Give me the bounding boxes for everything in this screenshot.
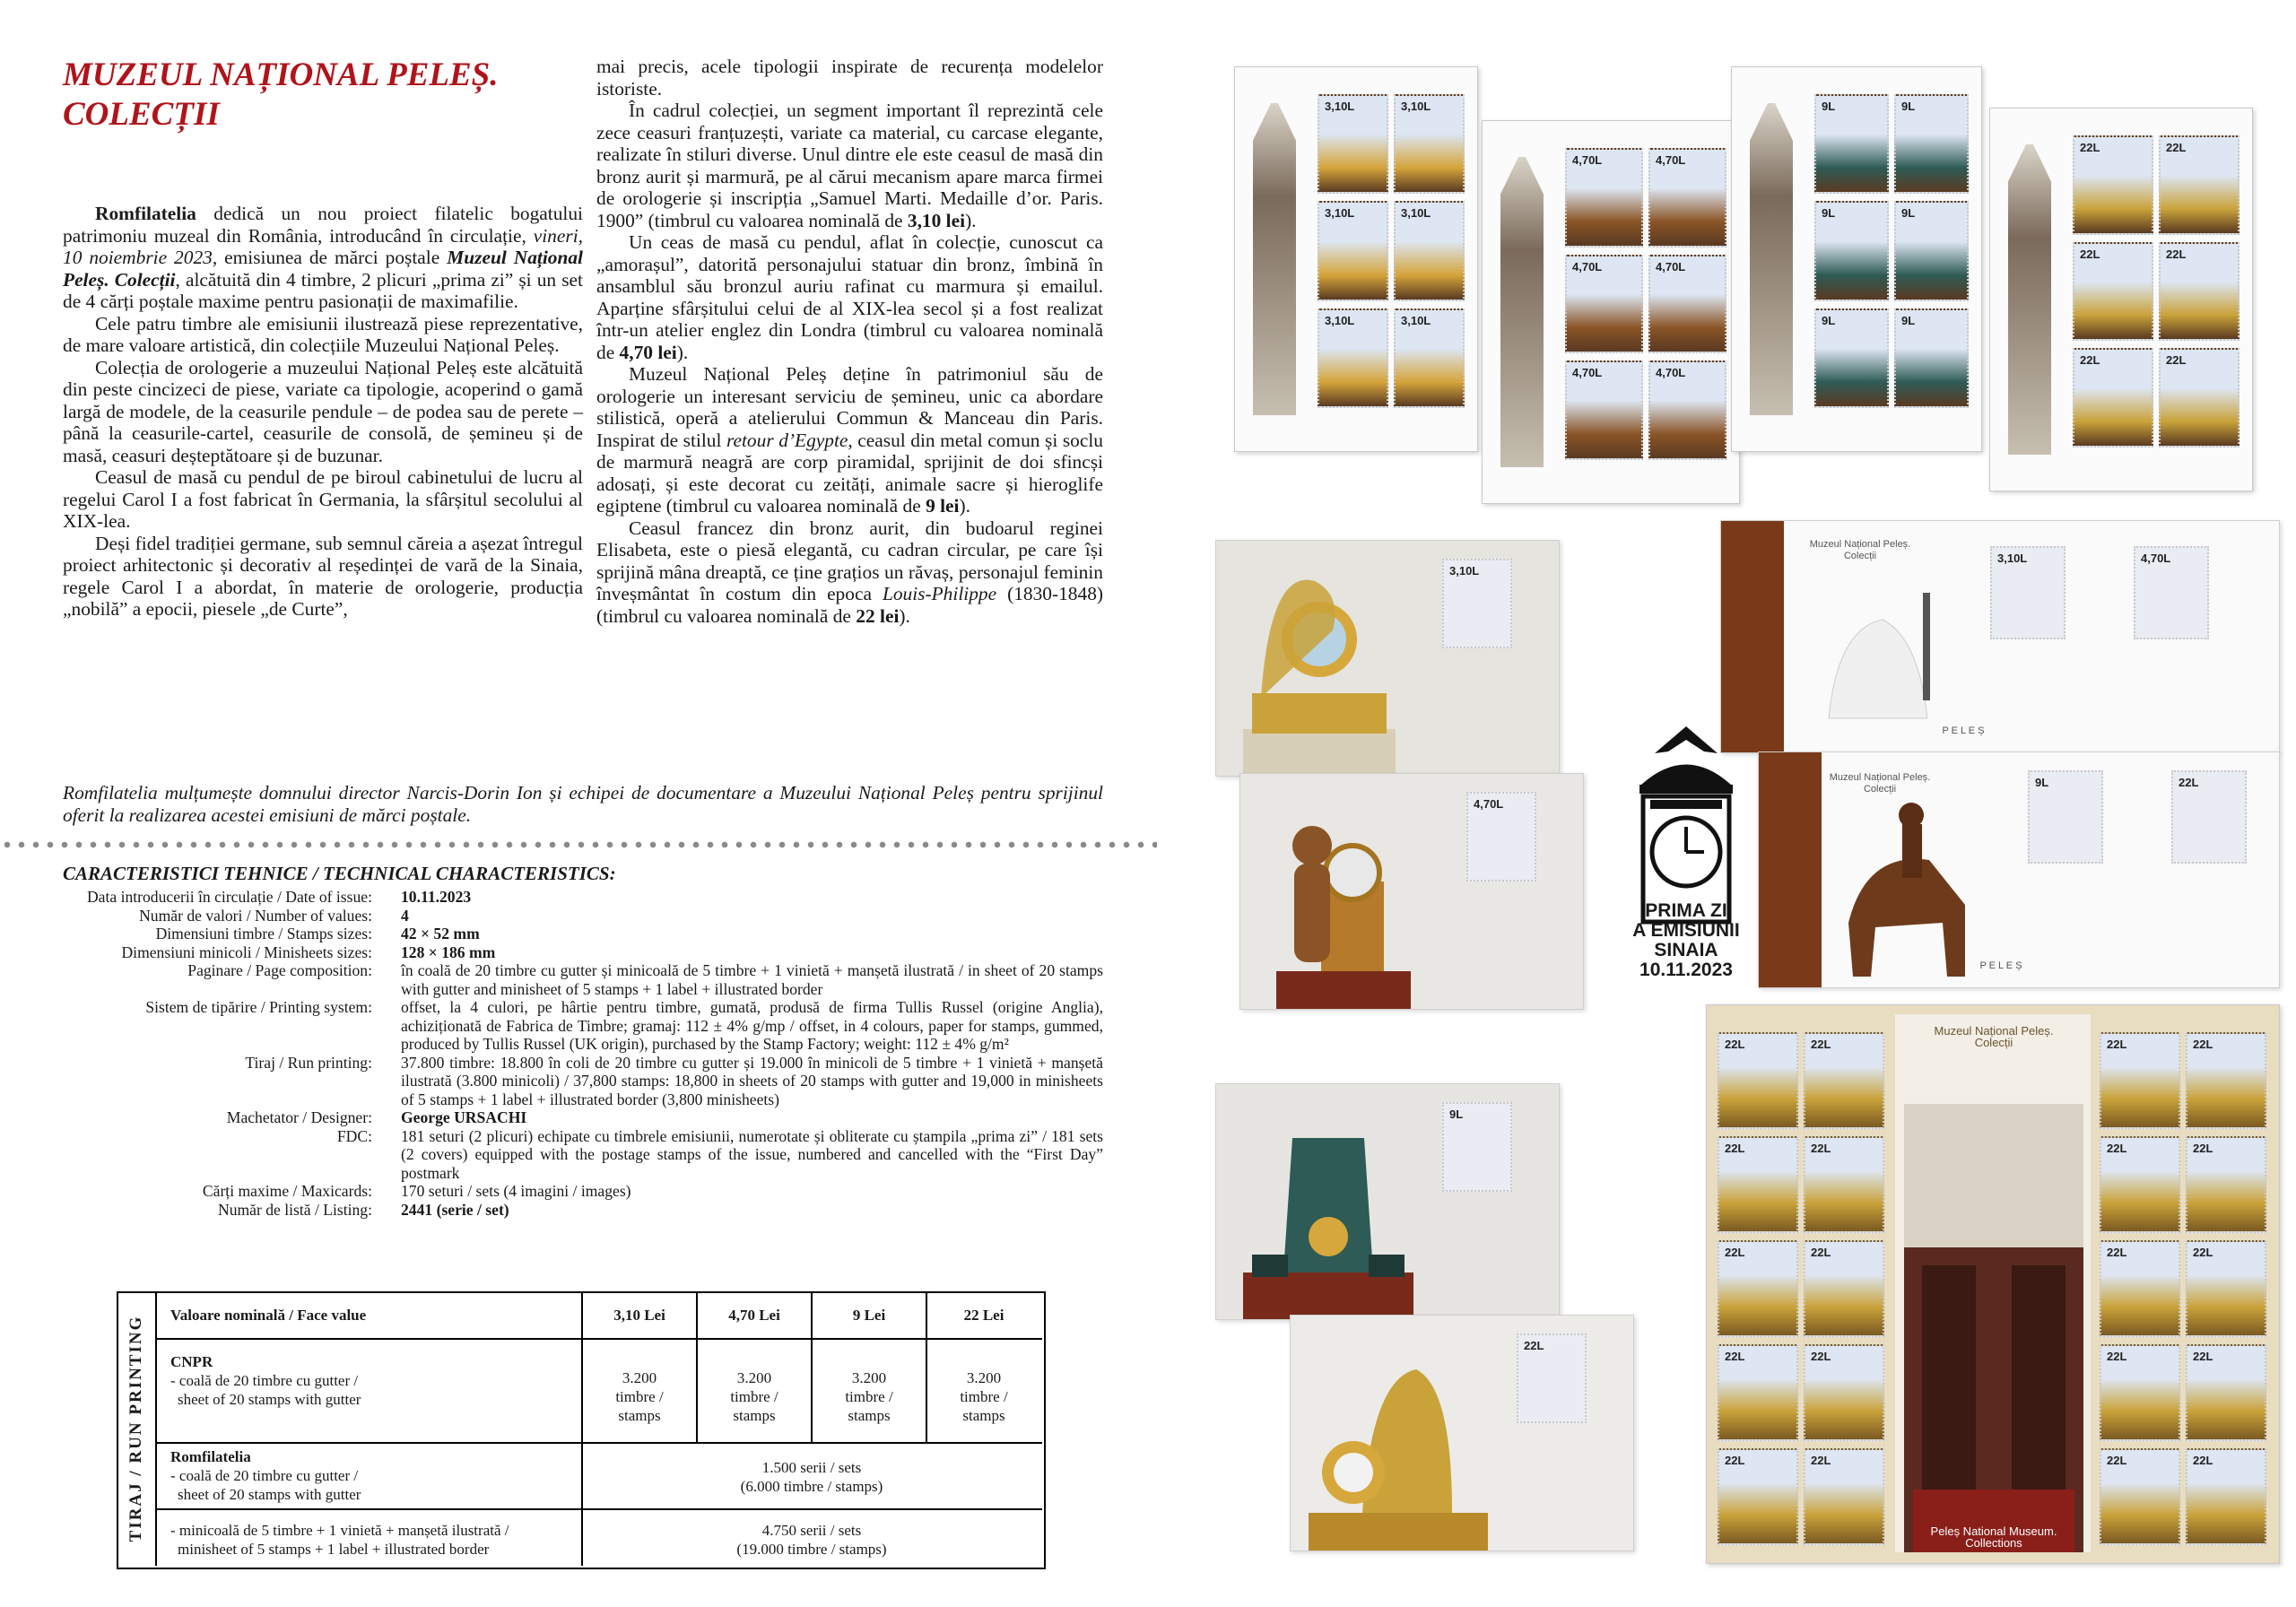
maxicard-3-stamp: 9L bbox=[1442, 1102, 1512, 1192]
stamp bbox=[1565, 360, 1643, 460]
stamp bbox=[1318, 308, 1388, 408]
tech-row bbox=[63, 998, 1103, 1054]
minisheet-stamp bbox=[2100, 1136, 2180, 1233]
stamp-value: 22L bbox=[2107, 1454, 2127, 1467]
stamp-value: 22L bbox=[2107, 1038, 2127, 1051]
tech-row bbox=[63, 961, 1103, 998]
table-header-label: Valoare nominală / Face value bbox=[170, 1307, 367, 1324]
stamp bbox=[1648, 360, 1726, 460]
paragraph-4: Ceasul de masă cu pendul de pe biroul cabinetului de lucru al regelui Carol I a fost fabricat în Germania, la sfârșitul secolului al XIX-lea. bbox=[63, 466, 583, 532]
tech-row bbox=[63, 1182, 1103, 1201]
stamp bbox=[1648, 255, 1726, 354]
maxicard-2-stamp: 4,70L bbox=[1466, 792, 1536, 882]
stamp-value: 22L bbox=[1725, 1454, 1745, 1467]
fdc-cover-1-title: Muzeul Național Peleș. Colecții bbox=[1809, 539, 1911, 561]
paragraph-8: Un ceas de masă cu pendul, aflat în colecție, cunoscut ca „amorașul”, datorită personajului statuar din bronz, îmbină în ansamblul său bronzul auriu rafinat cu marmura și emailul. Aparține sfârșitului celui de al XIX-lea secol și a fost realizat într-un atelier englez din Londra (timbrul cu valoarea nominală de 4,70 lei). bbox=[596, 231, 1103, 363]
minisheet-stamp bbox=[2100, 1448, 2180, 1545]
stamp-value: 22L bbox=[2107, 1142, 2127, 1155]
table-hline bbox=[155, 1338, 1042, 1340]
minisheet-stamp bbox=[1718, 1136, 1798, 1233]
stamp-value: 22L bbox=[2193, 1246, 2213, 1259]
stamp-value: 4,70L bbox=[1656, 366, 1686, 380]
romfilatelia-row-label: Romfilatelia - coală de 20 timbre cu gutter / sheet of 20 stamps with gutter bbox=[170, 1448, 361, 1503]
table-vertical-label: TIRAJ / RUN PRINTING bbox=[117, 1291, 157, 1566]
minisheet-stamp bbox=[2100, 1240, 2180, 1337]
stamp-value: 22L bbox=[2166, 141, 2187, 154]
stamp-value: 9L bbox=[1901, 100, 1916, 113]
stamp bbox=[1565, 148, 1643, 248]
tech-key: Cărți maxime / Maxicards: bbox=[202, 1182, 372, 1200]
stamp bbox=[2073, 348, 2153, 447]
stamp-value: 22L bbox=[1811, 1350, 1831, 1363]
tech-value: 37.800 timbre: 18.800 în coli de 20 timbre cu gutter și 19.000 în minicoli de 5 timbre + 1 vinietă + manșetă ilustrată (3.800 minicoli) / 37,800 stamps: 18,800 in sheets of 20 stamps with gutter and 19,000 in minisheets of 5 stamps + 1 label + illustrated border (3,800 minisheets) bbox=[401, 1053, 1103, 1108]
stamp bbox=[1814, 308, 1889, 408]
stamp bbox=[1648, 148, 1726, 248]
tech-value: offset, la 4 culori, pe hârtie pentru timbre, gumată, produsă de firma Tullis Russel (origine Anglia), achiziționată de Fabrica de Timbre; gramaj: 112 ± 4% g/mp / offset, in 4 colours, paper for stamps, gummed, produced by Tullis Russel (UK origin), purchased by the Stamp Factory; weight: 112 ± 4% g/m² bbox=[401, 998, 1103, 1053]
stamp bbox=[1394, 308, 1465, 408]
tech-title: CARACTERISTICI TEHNICE / TECHNICAL CHARACTERISTICS: bbox=[63, 863, 616, 884]
stamp-sheet-4 bbox=[1989, 108, 2253, 491]
tech-row bbox=[63, 907, 1103, 925]
stamp-value: 3,10L bbox=[1325, 313, 1355, 327]
page-title bbox=[63, 56, 565, 135]
tech-specs bbox=[63, 888, 1103, 1219]
postmark-text: PRIMA ZI A EMISIUNII SINAIA 10.11.2023 bbox=[1632, 900, 1740, 980]
stamp-value: 22L bbox=[1725, 1350, 1745, 1363]
minisheet-title-en: Peleș National Museum. Collections bbox=[1930, 1524, 2057, 1550]
minisheet-stamp bbox=[1718, 1344, 1798, 1441]
fdc-cover-2-stamp-2: 22L bbox=[2171, 770, 2247, 864]
paragraph-3: Colecția de orologerie a muzeului Național Peleș este alcătuită din peste cincizeci de piese, variate ca tipologie, acoperind o gamă largă de modele, de la ceasurile pendule – de podea sau de perete – până la ceasurile-cartel, ceasurile de consolă, de șemineu și de masă, ceasuri deșteptătoare și de buzunar. bbox=[63, 356, 583, 466]
stamp bbox=[1814, 94, 1889, 194]
minisheet-stamp bbox=[2100, 1344, 2180, 1441]
maxicard-3 bbox=[1215, 1083, 1560, 1320]
paragraph-2: Cele patru timbre ale emisiunii ilustrează piese reprezentative, de mare valoare artistică, din colecțiile Muzeului Național Peleș. bbox=[63, 312, 583, 356]
tech-value: 181 seturi (2 plicuri) echipate cu timbrele emisiunii, numerotate și obliterate cu ștampila „prima zi” / 181 sets (2 covers) equipped with the postage stamps of the issue, numbered and cancelled with the “First Day” postmark bbox=[401, 1126, 1103, 1182]
tech-row bbox=[63, 1201, 1103, 1220]
castle-tower-illustration bbox=[1486, 157, 1558, 467]
minisheet-stamp bbox=[1804, 1344, 1884, 1441]
text-column-2 bbox=[596, 56, 1103, 627]
stamp-value: 9L bbox=[1822, 313, 1836, 327]
face-value-4: 22 Lei bbox=[963, 1307, 1004, 1324]
stamp bbox=[2073, 242, 2153, 342]
stamp-value: 9L bbox=[1822, 206, 1836, 221]
minisheet-stamp bbox=[1804, 1240, 1884, 1337]
cnpr-qty-4: 3.200 timbre / stamps bbox=[960, 1369, 1008, 1424]
stamp bbox=[1894, 201, 1969, 300]
maxicard-4 bbox=[1290, 1315, 1634, 1551]
tech-value: 128 × 186 mm bbox=[401, 942, 496, 961]
stamp bbox=[1565, 255, 1643, 354]
paragraph-7: În cadrul colecției, un segment important îl reprezintă cele zece ceasuri franțuzești, variate ca material, cu carcase elegante, realizate în stiluri diverse. Unul dintre ele este ceasul de masă din bronz aurit și marmură, pe al cărui mecanism apare marca firmei de orologerie și inscripția „Samuel Marti. Medaille d’or. Paris. 1900” (timbrul cu valoarea nominală de 3,10 lei). bbox=[596, 100, 1103, 231]
fdc-cover-2-peles: P E L E Ș bbox=[1979, 960, 2022, 971]
face-value-1: 3,10 Lei bbox=[613, 1307, 665, 1324]
tech-key: Paginare / Page composition: bbox=[187, 961, 372, 979]
stamp-value: 22L bbox=[2080, 141, 2100, 154]
stamp-value: 22L bbox=[2107, 1350, 2127, 1363]
tech-row bbox=[63, 888, 1103, 907]
tech-value: 2441 (serie / set) bbox=[401, 1200, 509, 1219]
tech-value: în coală de 20 timbre cu gutter și minicoală de 5 timbre + 1 vinietă + manșetă ilustrată / in sheet of 20 stamps with gutter and minisheet of 5 stamps + 1 label + illustrated border bbox=[401, 961, 1103, 998]
cnpr-qty-3: 3.200 timbre / stamps bbox=[845, 1369, 893, 1424]
stamp-value: 22L bbox=[1725, 1246, 1745, 1259]
stamp-value: 22L bbox=[1811, 1038, 1831, 1051]
minisheet-stamp bbox=[2186, 1448, 2266, 1545]
minisheet-stamp bbox=[2186, 1240, 2266, 1337]
stamp-value: 4,70L bbox=[1656, 153, 1686, 167]
stamp-value: 9L bbox=[1822, 100, 1836, 113]
stamp-value: 22L bbox=[1811, 1142, 1831, 1155]
minisheet-stamp bbox=[1718, 1448, 1798, 1545]
minisheet-stamp bbox=[2186, 1344, 2266, 1441]
minisheet-stamp bbox=[1804, 1032, 1884, 1129]
paragraph-5: Deși fidel tradiției germane, sub semnul căreia a așezat întregul proiect arhitectonic și decorativ al reședinței de vară de la Sinaia, regele Carol I a abordat, în materie de orologerie, producția „nobilă” a epocii, piesele „de Curte”, bbox=[63, 532, 583, 620]
fdc-cover-2-stamp-1: 9L bbox=[2028, 770, 2103, 864]
stamp-value: 4,70L bbox=[1572, 259, 1603, 274]
stamp-value: 22L bbox=[2166, 247, 2187, 261]
title-line-1: MUZEUL NAȚIONAL PELEȘ. bbox=[63, 56, 499, 93]
minisheet-title-ro: Muzeul Național Peleș. Colecții bbox=[1934, 1024, 2054, 1049]
cnpr-qty-1: 3.200 timbre / stamps bbox=[615, 1369, 664, 1424]
minisheet-full bbox=[1706, 1004, 2280, 1564]
table-hline bbox=[155, 1442, 1042, 1444]
castle-tower-illustration bbox=[1239, 103, 1310, 415]
cnpr-qty-2: 3.200 timbre / stamps bbox=[730, 1369, 778, 1424]
stamp-sheet-1 bbox=[1234, 66, 1478, 452]
fdc-cover-2 bbox=[1758, 751, 2280, 988]
tech-row bbox=[63, 1127, 1103, 1183]
stamp-value: 3,10L bbox=[1401, 206, 1431, 221]
tech-row bbox=[63, 1108, 1103, 1127]
stamp bbox=[1894, 308, 1969, 408]
stamp-value: 9L bbox=[1901, 206, 1916, 221]
stamp-value: 3,10L bbox=[1401, 313, 1431, 327]
fdc-cover-1 bbox=[1720, 520, 2280, 753]
stamp-value: 3,10L bbox=[1401, 100, 1431, 113]
stamp-value: 4,70L bbox=[1572, 366, 1603, 380]
stamp-sheet-3 bbox=[1731, 66, 1982, 452]
castle-tower-illustration bbox=[1735, 103, 1807, 415]
stamp-value: 22L bbox=[2193, 1142, 2213, 1155]
stamp-value: 22L bbox=[2166, 353, 2187, 368]
stamp bbox=[1394, 201, 1465, 300]
fdc-cover-1-peles: P E L E Ș bbox=[1942, 725, 1985, 736]
tech-key: Sistem de tipărire / Printing system: bbox=[145, 998, 372, 1016]
tech-key: FDC: bbox=[336, 1126, 372, 1145]
stamp bbox=[1318, 94, 1388, 194]
minisheet-stamp bbox=[2186, 1136, 2266, 1233]
romfilatelia-qty: 1.500 serii / sets (6.000 timbre / stamps) bbox=[740, 1459, 883, 1495]
stamp-value: 22L bbox=[2193, 1038, 2213, 1051]
maxicard-1 bbox=[1215, 540, 1560, 777]
minisheet-stamp bbox=[2186, 1032, 2266, 1129]
face-value-3: 9 Lei bbox=[852, 1307, 886, 1324]
paragraph-10: Ceasul francez din bronz aurit, din budoarul reginei Elisabeta, este o piesă elegantă, cu cadran circular, pe care își sprijină mâna dreaptă, ce ține grațios un răvaș, personajul feminin înveșmântat în costum din epoca Louis-Philippe (1830-1848) (timbrul cu valoarea nominală de 22 lei). bbox=[596, 517, 1104, 627]
tech-key: Număr de listă / Listing: bbox=[217, 1200, 372, 1219]
text-column-1 bbox=[63, 203, 583, 621]
minisheet-stamp bbox=[1718, 1032, 1798, 1129]
stamp bbox=[1894, 94, 1969, 194]
minisheet-qty: 4.750 serii / sets (19.000 timbre / stamps) bbox=[736, 1522, 887, 1558]
stamp-value: 22L bbox=[1725, 1038, 1745, 1051]
stamp-value: 3,10L bbox=[1325, 100, 1355, 113]
minisheet-stamp bbox=[1804, 1136, 1884, 1233]
stamp-value: 3,10L bbox=[1325, 206, 1355, 221]
paragraph-intro: Romfilatelia dedică un nou proiect filatelic bogatului patrimoniu muzeal din România, introducând în circulație, vineri, 10 noiembrie 2023, emisiunea de mărci poștale Muzeul Național Peleș. Colecții, alcătuită din 4 timbre, 2 plicuri „prima zi” și un set de 4 cărți poștale maxime pentru pasionații de maximafilie. bbox=[63, 203, 583, 312]
tech-key: Număr de valori / Number of values: bbox=[139, 906, 372, 925]
tech-key: Data introducerii în circulație / Date of issue: bbox=[86, 888, 372, 906]
tech-value: George URSACHI bbox=[401, 1108, 527, 1126]
tech-row bbox=[63, 943, 1103, 962]
stamp bbox=[1394, 94, 1465, 194]
stamp-value: 22L bbox=[2107, 1246, 2127, 1259]
stamp-value: 22L bbox=[2193, 1454, 2213, 1467]
tech-row bbox=[63, 925, 1103, 943]
tech-value: 4 bbox=[401, 906, 409, 925]
fdc-cover-1-stamp-2: 4,70L bbox=[2134, 546, 2209, 639]
cnpr-row-label: CNPR - coală de 20 timbre cu gutter / sheet of 20 stamps with gutter bbox=[170, 1353, 361, 1408]
stamp bbox=[2159, 348, 2239, 447]
stamp-value: 22L bbox=[1725, 1142, 1745, 1155]
tech-value: 10.11.2023 bbox=[401, 888, 472, 906]
minisheet-stamp bbox=[2100, 1032, 2180, 1129]
stamp bbox=[1318, 201, 1388, 300]
dotted-divider bbox=[0, 840, 1157, 849]
title-line-2: COLECȚII bbox=[63, 96, 220, 133]
maxicard-1-stamp: 3,10L bbox=[1442, 559, 1512, 648]
table-hline bbox=[155, 1508, 1042, 1510]
paragraph-9: Muzeul Național Peleș deține în patrimoniul său de orologerie un interesant serviciu de șemineu, unic ca abordare stilistică, operă a atelierului Commun & Manceau din Paris. Inspirat de stilul retour d’Egypte, ceasul din metal comun și soclu de marmură neagră are corp piramidal, sprijinit de doi sfincși adosați, și este decorat cu zeități, animale sacre și hieroglife egiptene (timbrul cu valoarea nominală de 9 lei). bbox=[596, 363, 1103, 517]
stamp-value: 4,70L bbox=[1572, 153, 1603, 167]
acknowledgement: Romfilatelia mulțumește domnului director Narcis-Dorin Ion și echipei de documentare a Muzeului Național Peleș pentru sprijinul oferit la realizarea acestei emisiuni de mărci poștale. bbox=[63, 782, 1103, 826]
minisheet-row-label: - minicoală de 5 timbre + 1 vinietă + manșetă ilustrată / minisheet of 5 stamps + 1 label + illustrated border bbox=[170, 1522, 509, 1558]
maxicard-2 bbox=[1239, 773, 1584, 1010]
stamp bbox=[2159, 135, 2239, 235]
maxicard-4-stamp: 22L bbox=[1517, 1333, 1587, 1423]
tech-value: 42 × 52 mm bbox=[401, 925, 480, 942]
stamp-value: 22L bbox=[2193, 1350, 2213, 1363]
stamp-sheet-2 bbox=[1482, 120, 1740, 504]
tech-value: 170 seturi / sets (4 imagini / images) bbox=[401, 1182, 631, 1200]
face-value-2: 4,70 Lei bbox=[728, 1307, 780, 1324]
stamp bbox=[2159, 242, 2239, 342]
tech-key: Tiraj / Run printing: bbox=[245, 1053, 372, 1072]
fdc-cover-1-stamp-1: 3,10L bbox=[1990, 546, 2066, 639]
fdc-cover-2-title: Muzeul Național Peleș. Colecții bbox=[1829, 772, 1931, 795]
paragraph-6: mai precis, acele tipologii inspirate de recurența modelelor istoriste. bbox=[596, 56, 1103, 100]
tech-key: Dimensiuni minicoli / Minisheets sizes: bbox=[121, 942, 372, 961]
stamp bbox=[2073, 135, 2153, 235]
minisheet-stamp bbox=[1804, 1448, 1884, 1545]
castle-tower-illustration bbox=[1994, 144, 2066, 455]
stamp-value: 22L bbox=[1811, 1454, 1831, 1467]
tech-key: Dimensiuni timbre / Stamps sizes: bbox=[155, 925, 372, 942]
tech-key: Machetator / Designer: bbox=[226, 1108, 372, 1126]
tech-row bbox=[63, 1054, 1103, 1109]
stamp bbox=[1814, 201, 1889, 300]
stamp-value: 4,70L bbox=[1656, 259, 1686, 274]
stamp-value: 9L bbox=[1901, 313, 1916, 327]
minisheet-stamp bbox=[1718, 1240, 1798, 1337]
stamp-value: 22L bbox=[2080, 247, 2100, 261]
first-day-postmark bbox=[1614, 717, 1758, 986]
stamp-value: 22L bbox=[2080, 353, 2100, 368]
stamp-value: 22L bbox=[1811, 1246, 1831, 1259]
